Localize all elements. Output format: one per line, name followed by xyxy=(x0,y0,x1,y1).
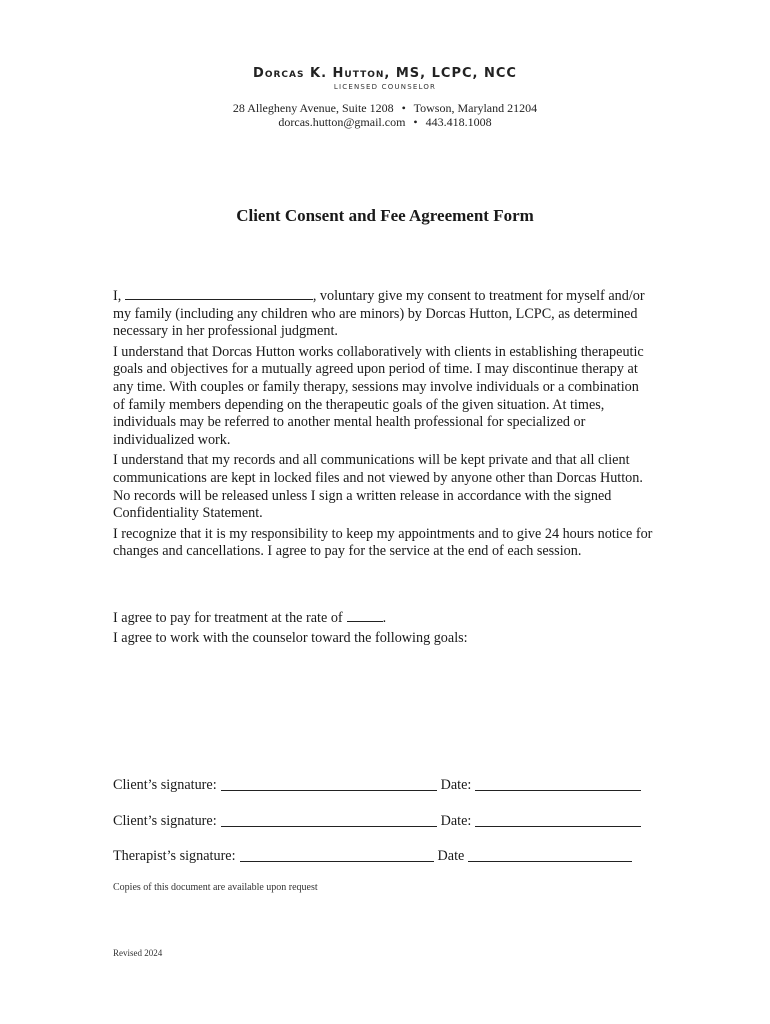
client-name-field[interactable] xyxy=(125,286,313,300)
street-address: 28 Allegheny Avenue, Suite 1208 xyxy=(232,101,394,115)
signature-row-client-2 xyxy=(113,810,658,830)
revised-date: Revised 2024 xyxy=(113,948,163,958)
date-field[interactable] xyxy=(475,778,641,791)
consent-paragraph xyxy=(113,286,653,341)
date-label: Date: xyxy=(440,777,472,793)
signature-label: Client’s signature: xyxy=(113,777,217,793)
address-line xyxy=(0,101,770,115)
client-signature-field[interactable] xyxy=(221,778,437,791)
date-field[interactable] xyxy=(475,814,641,827)
phone-number: 443.418.1008 xyxy=(425,115,492,129)
client-signature-field[interactable] xyxy=(221,814,437,827)
signature-row-therapist xyxy=(113,845,658,865)
goals-text: I agree to work with the counselor toward the following goals: xyxy=(113,630,468,646)
counselor-title: LICENSED COUNSELOR xyxy=(333,83,437,91)
rate-text: I agree to pay for treatment at the rate of xyxy=(113,610,343,626)
date-field[interactable] xyxy=(468,849,632,862)
contact-line xyxy=(0,115,770,129)
form-title: Client Consent and Fee Agreement Form xyxy=(236,206,534,225)
signature-label: Client’s signature: xyxy=(113,813,217,829)
separator-dot: • xyxy=(401,101,406,115)
consent-prefix: I, xyxy=(113,288,122,304)
signature-row-client-1 xyxy=(113,774,658,794)
copies-note: Copies of this document are available upon request xyxy=(113,882,318,893)
rate-line xyxy=(113,608,653,628)
appointments-paragraph: I recognize that it is my responsibility to keep my appointments and to give 24 hours notice for changes and cancellations. I agree to pay for the service at the end of each session. xyxy=(113,525,653,560)
rate-field[interactable] xyxy=(347,608,383,622)
email-address: dorcas.hutton@gmail.com xyxy=(278,115,406,129)
city-state: Towson, Maryland 21204 xyxy=(413,101,538,115)
therapist-signature-field[interactable] xyxy=(240,849,434,862)
separator-dot: • xyxy=(413,115,418,129)
date-label: Date: xyxy=(440,813,472,829)
collaboration-paragraph: I understand that Dorcas Hutton works collaboratively with clients in establishing therapeutic goals and objectives for a mutually agreed upon period of time. I may discontinue therapy at any time. With couples or family therapy, sessions may involve individuals or a combination of family members depending on the therapeutic goals of the given situation. At times, individuals may be referred to another mental health professional for specialized or individualized work. xyxy=(113,343,644,448)
consent-body xyxy=(113,286,653,564)
records-paragraph: I understand that my records and all communications will be kept private and that all client communications are kept in locked files and not viewed by anyone other than Dorcas Hutton. No records will be released unless I sign a written release in accordance with the signed Confidentiality Statement. xyxy=(113,452,643,522)
contact-block xyxy=(0,101,770,129)
signature-label: Therapist’s signature: xyxy=(113,848,236,864)
rate-and-goals xyxy=(113,608,653,648)
counselor-name: Dorcas K. Hutton, MS, LCPC, NCC xyxy=(253,66,517,81)
rate-suffix: . xyxy=(382,610,387,626)
consent-text: , voluntary give my consent to treatment for myself and/or my family (including any children who are minors) by Dorcas Hutton, LCPC, as determined necessary in her professional judgment. xyxy=(113,288,645,340)
date-label: Date xyxy=(437,848,465,864)
letterhead xyxy=(0,66,770,129)
